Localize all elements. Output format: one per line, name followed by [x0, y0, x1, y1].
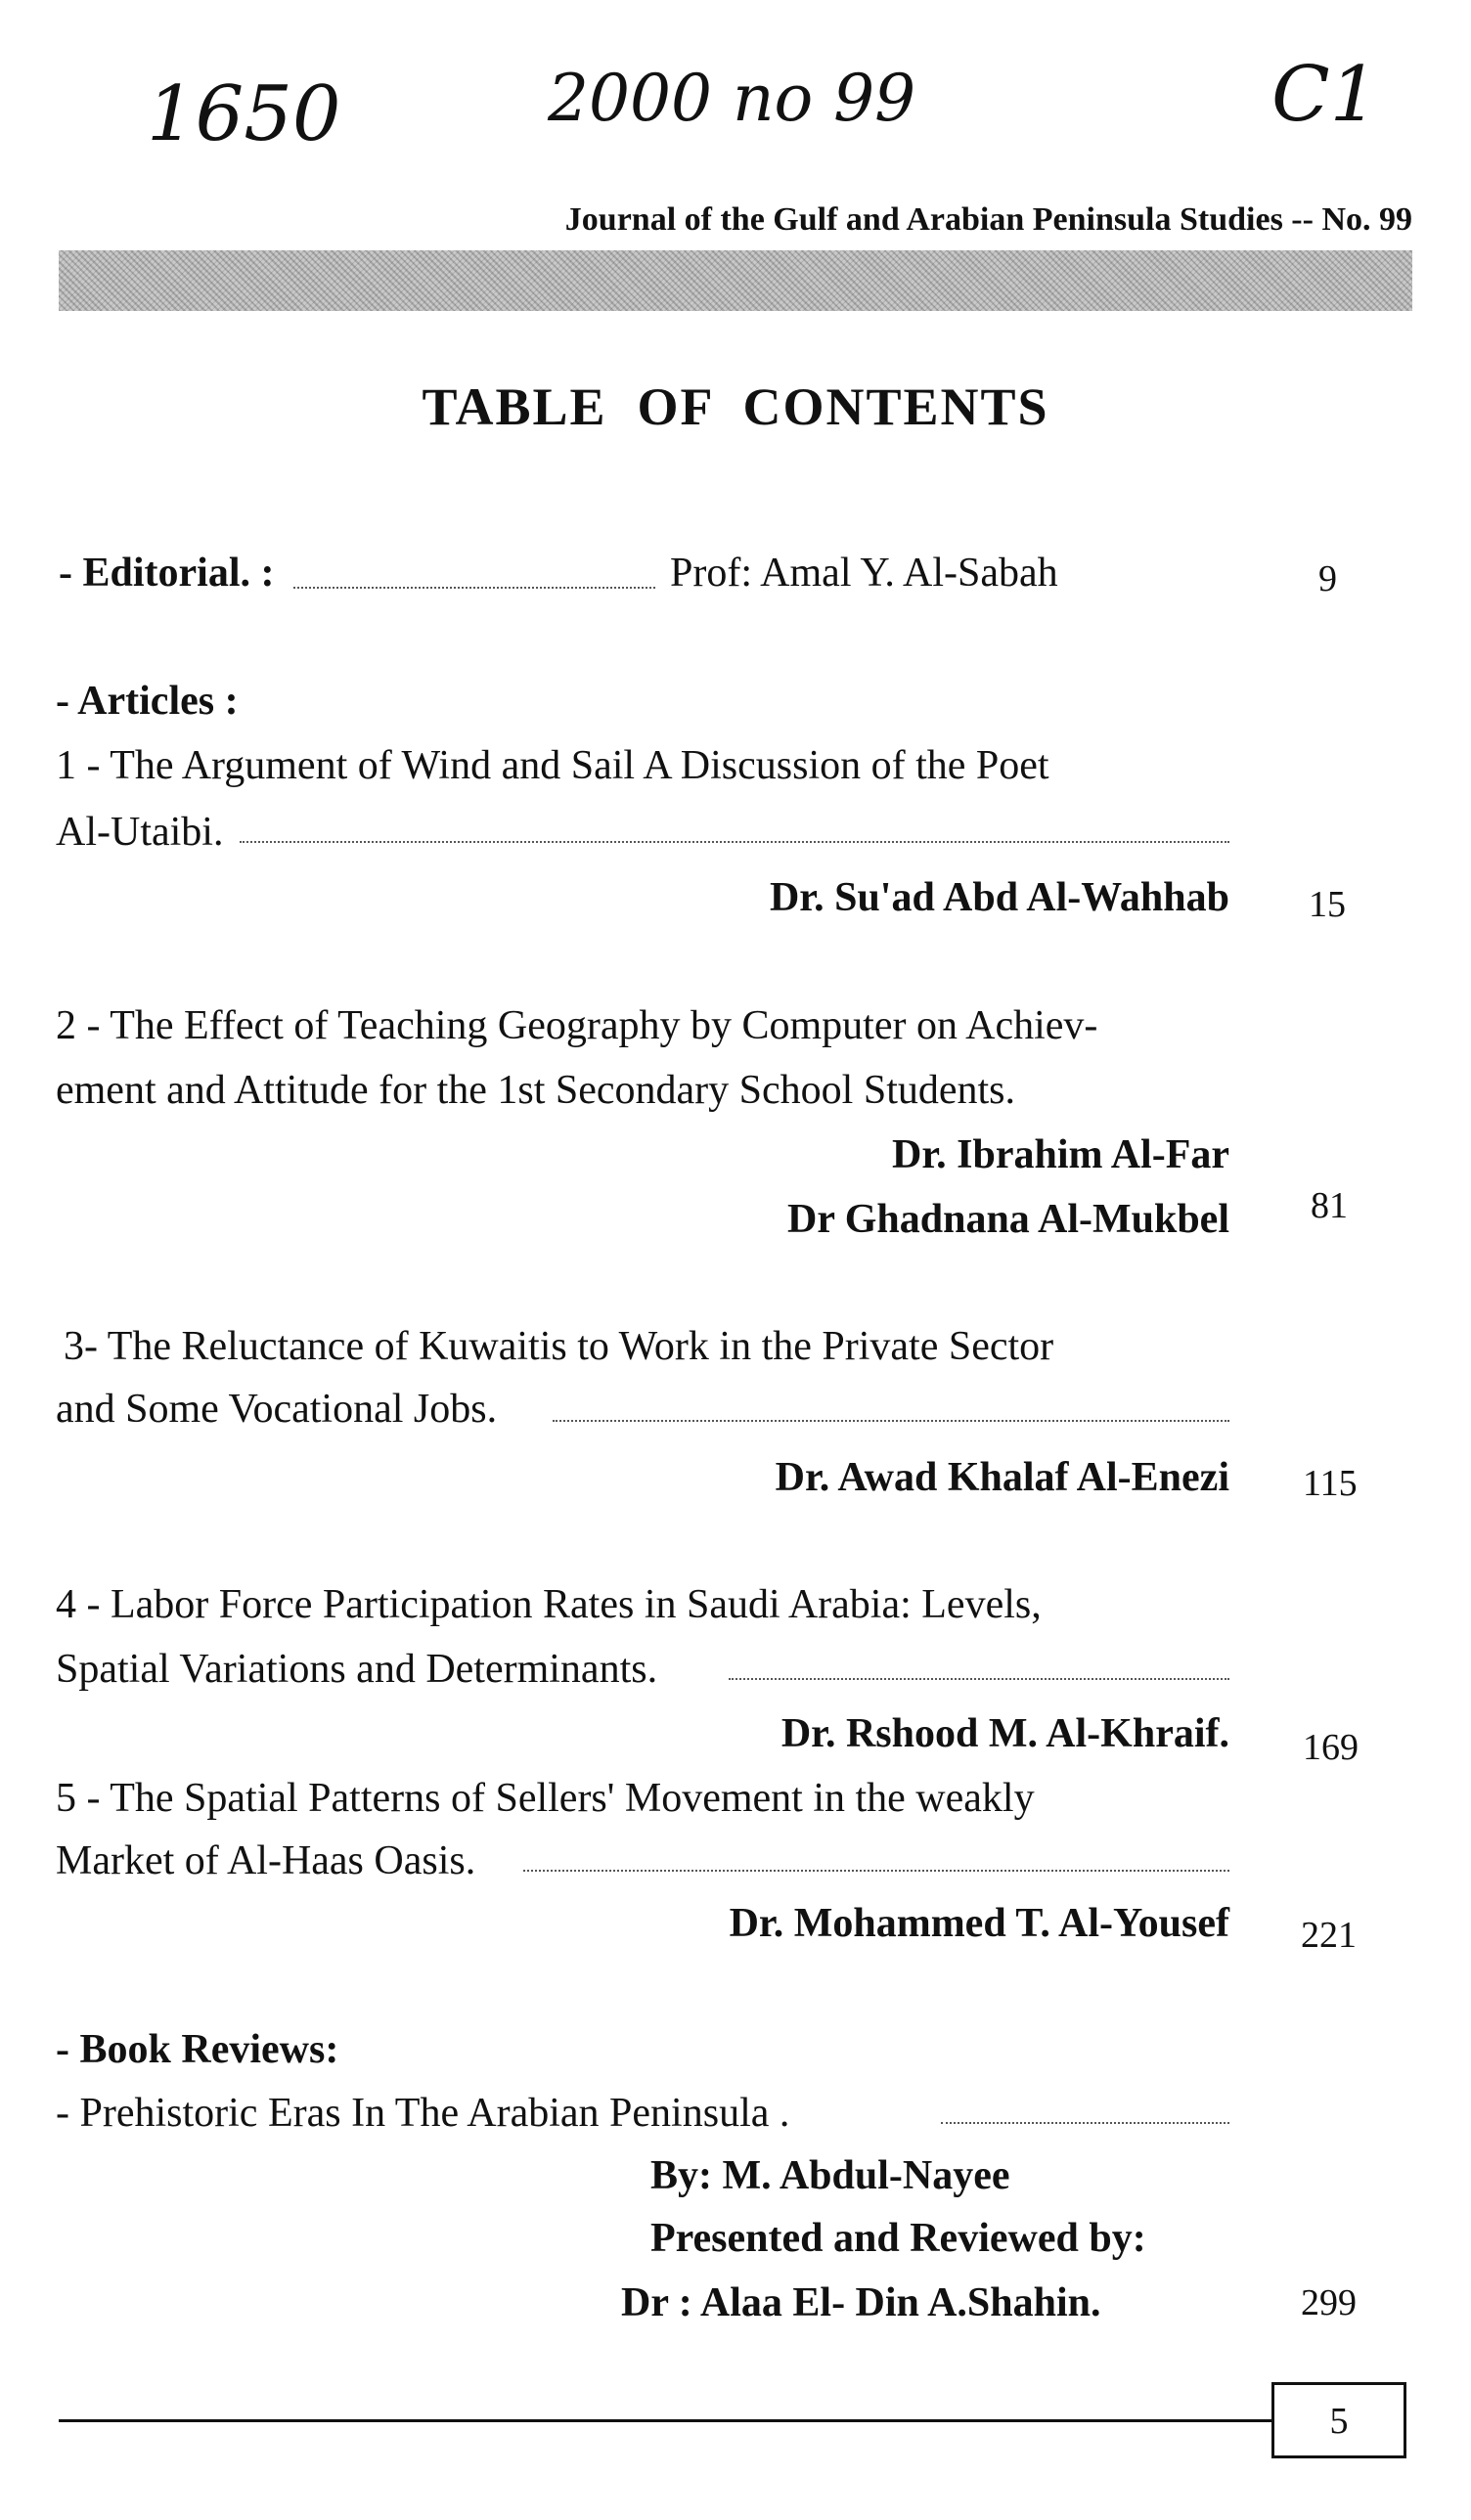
article-title-line: 2 - The Effect of Teaching Geography by Computer on Achiev-: [56, 1003, 1098, 1048]
article-page: 169: [1303, 1727, 1359, 1768]
leader-dots: [729, 1678, 1229, 1680]
article-author: Dr. Awad Khalaf Al-Enezi: [775, 1455, 1229, 1500]
article-author: Dr Ghadnana Al-Mukbel: [786, 1197, 1229, 1242]
article-title-line: Market of Al-Haas Oasis.: [56, 1838, 476, 1883]
editorial-label: - Editorial. :: [59, 551, 275, 596]
header-band: [59, 250, 1412, 311]
article-title-line: 4 - Labor Force Participation Rates in Saudi Arabia: Levels,: [56, 1582, 1042, 1627]
article-title-line: 3- The Reluctance of Kuwaitis to Work in the Private Sector: [64, 1324, 1054, 1369]
article-page: 221: [1301, 1915, 1357, 1956]
article-title-line: Spatial Variations and Determinants.: [56, 1647, 658, 1692]
article-title-line: 1 - The Argument of Wind and Sail A Discussion of the Poet: [56, 743, 1049, 788]
article-author: Dr. Mohammed T. Al-Yousef: [729, 1901, 1229, 1946]
book-review-presented: Presented and Reviewed by:: [650, 2216, 1146, 2261]
journal-header: Journal of the Gulf and Arabian Peninsula Studies -- No. 99: [564, 201, 1412, 238]
article-author: Dr. Su'ad Abd Al-Wahhab: [769, 875, 1229, 920]
book-review-page: 299: [1301, 2282, 1357, 2323]
handwritten-year-issue: 2000 no 99: [548, 61, 916, 136]
editorial-author: Prof: Amal Y. Al-Sabah: [670, 551, 1058, 596]
handwritten-ref-number: 1650: [147, 70, 341, 158]
article-title-line: and Some Vocational Jobs.: [56, 1387, 498, 1432]
leader-dots: [941, 2122, 1229, 2124]
page-number-box: 5: [1271, 2382, 1406, 2458]
leader-dots: [523, 1870, 1229, 1872]
leader-dots: [240, 841, 1229, 843]
article-title-line: 5 - The Spatial Patterns of Sellers' Movement in the weakly: [56, 1776, 1035, 1821]
page-title: TABLE OF CONTENTS: [422, 377, 1049, 436]
book-review-author: By: M. Abdul-Nayee: [650, 2153, 1010, 2198]
editorial-page: 9: [1318, 558, 1337, 599]
articles-heading: - Articles :: [56, 679, 239, 724]
article-page: 15: [1309, 884, 1346, 925]
book-review-title: - Prehistoric Eras In The Arabian Peninsula .: [56, 2091, 790, 2136]
article-title-line: Al-Utaibi.: [56, 810, 224, 855]
article-author: Dr. Rshood M. Al-Khraif.: [780, 1711, 1229, 1756]
footer-rule: [59, 2419, 1271, 2422]
handwritten-code: C1: [1271, 51, 1379, 139]
article-page: 115: [1303, 1463, 1358, 1504]
book-review-reviewer: Dr : Alaa El- Din A.Shahin.: [621, 2280, 1101, 2325]
article-page: 81: [1311, 1185, 1348, 1226]
article-author: Dr. Ibrahim Al-Far: [892, 1132, 1229, 1177]
leader-dots: [293, 587, 655, 589]
book-reviews-heading: - Book Reviews:: [56, 2027, 339, 2072]
leader-dots: [553, 1420, 1229, 1422]
article-title-line: ement and Attitude for the 1st Secondary School Students.: [56, 1068, 1016, 1113]
